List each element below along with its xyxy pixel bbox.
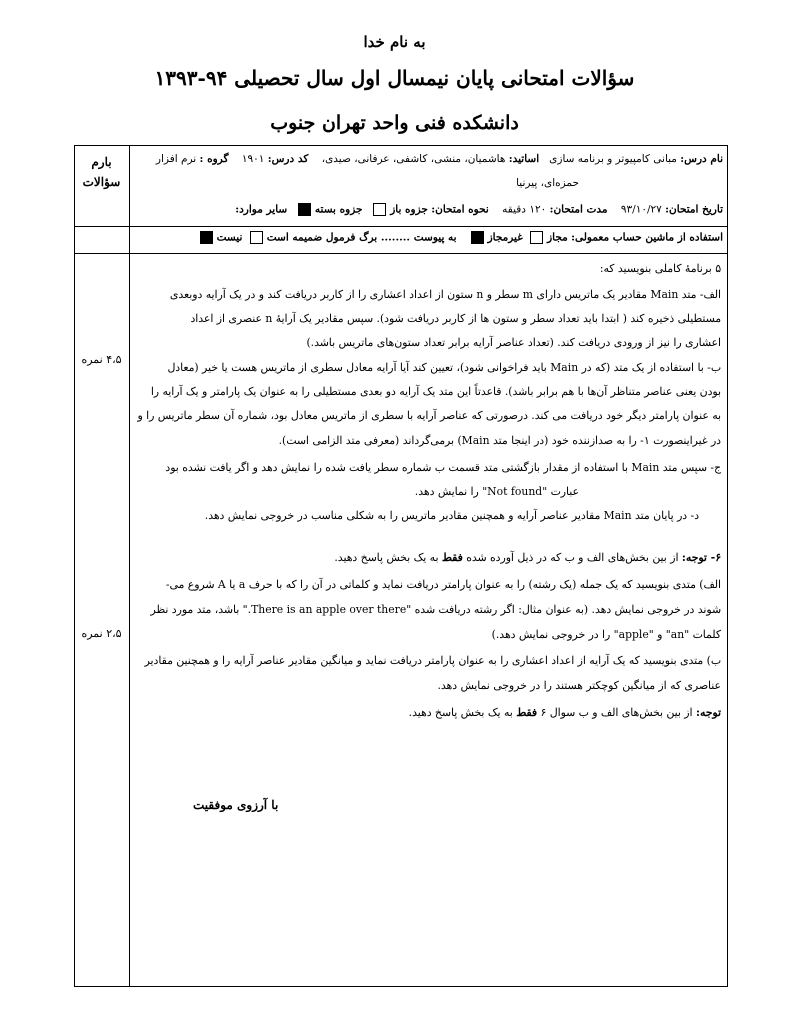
group-value: نرم افزار bbox=[155, 153, 197, 165]
faculty-title: دانشکده فنی واحد تهران جنوب bbox=[270, 112, 519, 134]
score-column-header bbox=[74, 152, 129, 192]
q5-part-c-line1: ج- سپس متد Main با استفاده از مقدار بازگشتی متد قسمت ب شماره سطر یافت شده را نمایش دهد و اگر یافت نشده بود bbox=[165, 461, 721, 474]
closing-wish: با آرزوی موفقیت bbox=[193, 798, 279, 812]
q6-score: ۲،۵ نمره bbox=[81, 627, 122, 640]
q6-note-prefix: ۶- توجه: bbox=[681, 551, 721, 564]
attachment-checkbox[interactable] bbox=[250, 231, 263, 244]
score-header-line2: سؤالات bbox=[82, 175, 121, 189]
q5-part-b-line3: به عنوان پارامتر دیگر خود دریافت می کند. درصورتی که عناصر آرایه با سطری از ماتریس معادل بود، شماره آن سطر ماتریس را و bbox=[137, 409, 721, 422]
q6-note bbox=[334, 551, 721, 564]
duration-value: ۱۲۰ دقیقه bbox=[502, 203, 547, 216]
date-label: تاریخ امتحان: bbox=[665, 203, 723, 216]
group-label: گروه : bbox=[199, 153, 229, 165]
q6-part-a-line2: شوند در خروجی نمایش دهد. (به عنوان مثال: اگر رشته دریافت شده "There is an apple over there." باشد، متد مورد نظر bbox=[150, 603, 721, 616]
final-note bbox=[409, 706, 721, 719]
q6-note-text: از بین بخش‌های الف و ب که در ذیل آورده شده bbox=[466, 551, 679, 564]
code-label: کد درس: bbox=[267, 153, 309, 165]
q5-part-b-line1: ب- با استفاده از یک متد (که در Main باید فراخوانی شود)، تعیین کند آیا آرایه معادل سطری از ماتریس هست یا خیر (معادل bbox=[167, 361, 721, 374]
teachers-value: هاشمیان، منشی، کاشفی، عرفانی، صیدی، bbox=[321, 153, 506, 165]
attachment-label: به پیوست ........ برگ فرمول ضمیمه است bbox=[266, 231, 457, 244]
not-allowed-checkbox[interactable] bbox=[471, 231, 484, 244]
other-label: سایر موارد: bbox=[235, 203, 288, 216]
exam-title: سؤالات امتحانی پایان نیمسال اول سال تحصیلی ۹۴-۱۳۹۳ bbox=[154, 66, 635, 90]
none-label: نیست bbox=[216, 231, 243, 244]
open-book-checkbox[interactable] bbox=[373, 203, 386, 216]
header-basmala: به نام خدا bbox=[363, 33, 426, 51]
info-divider-1 bbox=[74, 226, 728, 227]
course-label: نام درس: bbox=[680, 153, 723, 165]
q5-part-c-line2: عبارت "Not found" را نمایش دهد. bbox=[414, 485, 579, 498]
final-note-text: از بین بخش‌های الف و ب سوال ۶ bbox=[540, 706, 693, 719]
teachers-continued: حمزه‌ای، پیرنیا bbox=[516, 177, 579, 189]
exam-details-row bbox=[235, 203, 723, 216]
open-book-label: جزوه باز bbox=[390, 203, 428, 216]
q6-part-b-line1: ب) متدی بنویسید که یک آرایه از اعداد اعشاری را به عنوان پارامتر دریافت نماید و میانگین مقادیر عناصر آرایه را و همچنین مقادیر bbox=[144, 654, 721, 667]
allowed-checkbox[interactable] bbox=[530, 231, 543, 244]
q5-part-a-line1: الف- متد Main مقادیر یک ماتریس دارای m سطر و n ستون از اعداد اعشاری را از کاربر دریافت کند و در یک آرایه دوبعدی bbox=[169, 288, 721, 301]
q6-part-a-line1: الف) متدی بنویسید که یک جمله (یک رشته) را به عنوان پارامتر دریافت نماید و کلماتی در آن را که با حرف a یا A شروع می- bbox=[165, 578, 721, 591]
course-info-row bbox=[156, 153, 723, 165]
q5-part-b-line2: بودن یعنی عناصر متناظر آن‌ها با هم برابر باشد). قاعدتاً این متد یک آرایه دو بعدی مستطیلی را به عنوان یک پارامتر و یک آرایه را bbox=[150, 385, 721, 398]
teachers-label: اساتید: bbox=[508, 153, 540, 165]
q5-part-a-line2: مستطیلی ذخیره کند ( ابتدا باید تعداد سطر و ستون ها از کاربر دریافت شود). سپس مقادیر یک آرایهٔ n عنصری از اعداد bbox=[190, 312, 721, 325]
final-note-end: به یک بخش پاسخ دهید. bbox=[408, 706, 513, 719]
q5-intro: ۵ برنامهٔ کاملی بنویسید که: bbox=[599, 262, 721, 275]
code-value: ۱۹۰۱ bbox=[241, 153, 265, 165]
duration-label: مدت امتحان: bbox=[549, 203, 608, 216]
q6-note-end: به یک بخش پاسخ دهید. bbox=[334, 551, 439, 564]
final-note-prefix: توجه: bbox=[695, 706, 721, 719]
closed-book-label: جزوه بسته bbox=[314, 203, 363, 216]
q5-part-a-line3: اعشاری را نیز از ورودی دریافت کند. (تعداد عناصر آرایه برابر تعداد ستون‌های ماتریس باشد.) bbox=[306, 336, 721, 349]
q6-note-only: فقط bbox=[441, 551, 463, 564]
q6-part-a-line3: کلمات "an" و "apple" را در خروجی نمایش دهد.) bbox=[491, 628, 721, 641]
none-checkbox[interactable] bbox=[200, 231, 213, 244]
calculator-label: استفاده از ماشین حساب معمولی: bbox=[571, 231, 723, 244]
q5-score: ۴،۵ نمره bbox=[81, 353, 122, 366]
course-value: مبانی کامپیوتر و برنامه سازی bbox=[549, 153, 677, 165]
q5-part-d-line1: د- در پایان متد Main مقادیر عناصر آرایه و همچنین مقادیر ماتریس را به شکلی مناسب در خروجی نمایش دهد. bbox=[204, 509, 699, 522]
method-label: نحوه امتحان: bbox=[431, 203, 489, 216]
allowed-label: مجاز bbox=[547, 231, 568, 244]
q6-part-b-line2: عناصری که از میانگین کوچکتر هستند را در خروجی نمایش دهد. bbox=[437, 679, 721, 692]
calculator-row bbox=[196, 231, 723, 244]
score-column-divider bbox=[129, 145, 130, 987]
score-header-line1: بارم bbox=[91, 155, 112, 169]
final-note-only: فقط bbox=[516, 706, 538, 719]
not-allowed-label: غیرمجاز bbox=[487, 231, 523, 244]
date-value: ۹۳/۱۰/۲۷ bbox=[620, 203, 662, 216]
info-divider-2 bbox=[74, 253, 728, 254]
q5-part-b-line4: در غیراینصورت ۱- را به صدازننده خود (در اینجا متد Main) برمی‌گرداند (معرفی متد الزامی است). bbox=[278, 434, 721, 447]
closed-book-checkbox[interactable] bbox=[298, 203, 311, 216]
